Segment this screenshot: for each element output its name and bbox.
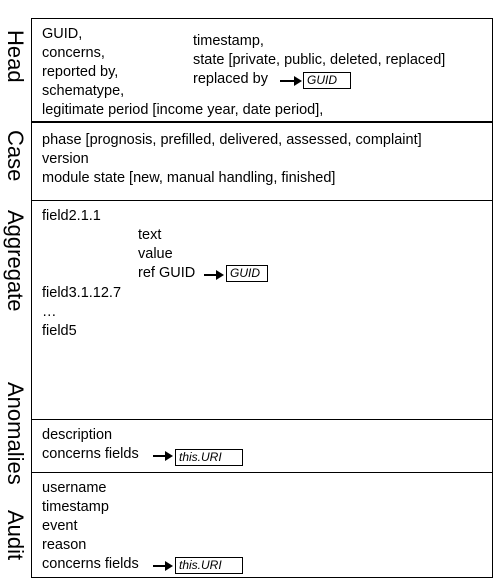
aggregate-field-3-1-12-7: field3.1.12.7 (42, 285, 122, 301)
audit-username: username (42, 480, 107, 496)
aggregate-ref-guid: ref GUID (138, 265, 196, 281)
aggregate-field-2-1-1: field2.1.1 (42, 208, 101, 224)
case-section-label: Case (3, 130, 28, 182)
audit-event: event (42, 518, 78, 534)
head-line-concerns: concerns, (42, 45, 105, 61)
ref-guid-arrow (204, 274, 222, 276)
audit-box (31, 472, 493, 578)
head-line-schematype: schematype, (42, 83, 125, 99)
ref-guid-box: GUID (226, 265, 268, 282)
aggregate-sub-text: text (138, 227, 162, 243)
anomalies-concerns-fields: concerns fields (42, 446, 139, 462)
audit-this-uri-box: this.URI (175, 557, 243, 574)
anomalies-section-label: Anomalies (3, 382, 28, 485)
case-line-version: version (42, 151, 89, 167)
audit-reason: reason (42, 537, 87, 553)
case-line-phase: phase [prognosis, prefilled, delivered, assessed, complaint] (42, 132, 422, 148)
head-section-label: Head (3, 30, 28, 83)
anomalies-description: description (42, 427, 113, 443)
aggregate-sub-value: value (138, 246, 173, 262)
head-line-timestamp: timestamp, (193, 33, 264, 49)
audit-section-label: Audit (3, 510, 28, 561)
case-line-module-state: module state [new, manual handling, finished] (42, 170, 336, 186)
aggregate-section-label: Aggregate (3, 210, 28, 312)
head-line-legitimate-period: legitimate period [income year, date period], (42, 102, 324, 118)
head-line-state: state [private, public, deleted, replaced] (193, 52, 446, 68)
anomalies-box (31, 419, 493, 473)
head-line-reported-by: reported by, (42, 64, 119, 80)
head-box (31, 18, 493, 122)
aggregate-box (31, 200, 493, 420)
aggregate-field-5: field5 (42, 323, 77, 339)
anomalies-this-uri-box: this.URI (175, 449, 243, 466)
replaced-by-guid-box: GUID (303, 72, 351, 89)
anomalies-concerns-arrow (153, 455, 171, 457)
replaced-by-arrow (280, 80, 300, 82)
head-line-replaced-by: replaced by (193, 71, 268, 87)
audit-concerns-arrow (153, 565, 171, 567)
head-line-guid: GUID, (42, 26, 83, 42)
audit-concerns-fields: concerns fields (42, 556, 139, 572)
case-box (31, 122, 493, 201)
audit-timestamp: timestamp (42, 499, 109, 515)
aggregate-ellipsis: … (42, 304, 57, 320)
